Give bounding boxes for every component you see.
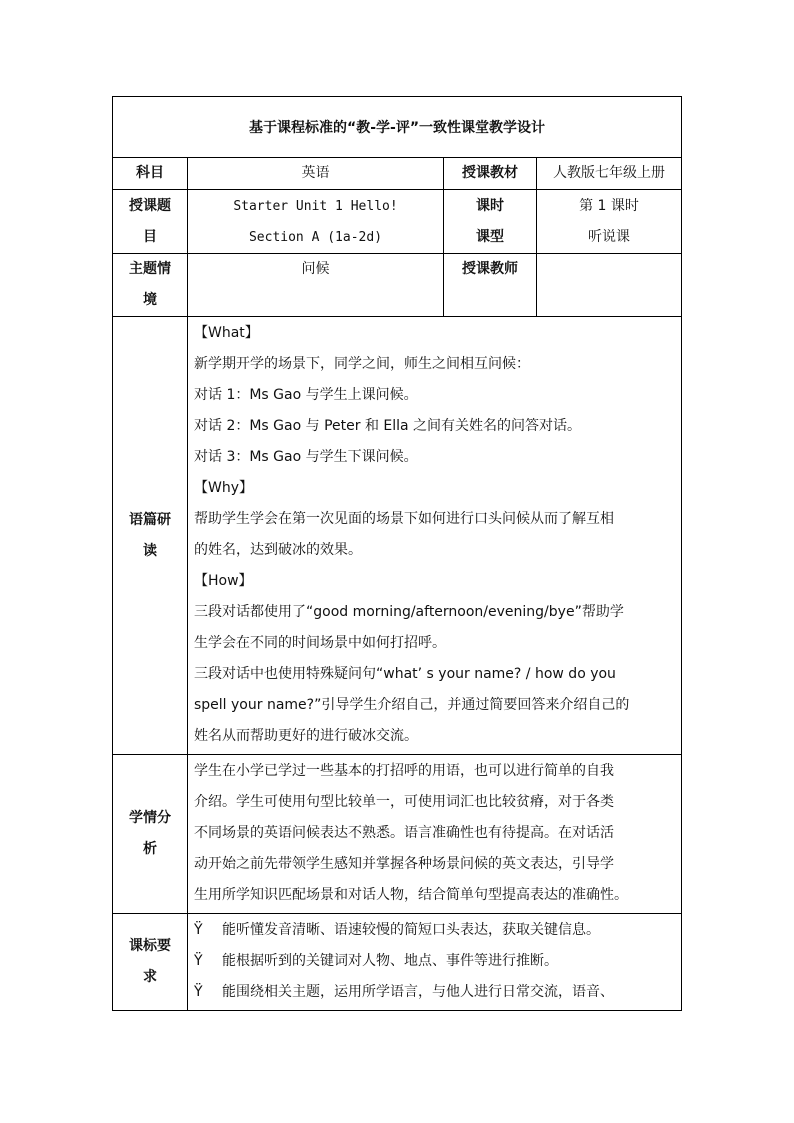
standards-content: [188, 914, 682, 1011]
topic-row: [113, 190, 682, 254]
how-line-3: 三段对话中也使用特殊疑问句“what’ s your name? / how do you: [194, 666, 616, 682]
learner-line-2: 介绍。学生可使用句型比较单一，可使用词汇也比较贫瘠，对于各类: [194, 794, 614, 810]
standard-item: [194, 946, 675, 977]
standards-label-line1: 课标要: [129, 938, 171, 954]
theme-row: [113, 254, 682, 317]
topic-value: [188, 190, 444, 254]
bullet-icon: Ÿ: [194, 984, 203, 1000]
standard-item: [194, 915, 675, 946]
what-heading: 【What】: [194, 325, 259, 341]
theme-label-line1: 主题情: [129, 261, 171, 277]
learner-line-3: 不同场景的英语问候表达不熟悉。语言准确性也有待提高。在对话活: [194, 825, 614, 841]
textbook-label: 授课教材: [444, 158, 537, 190]
why-line-2: 的姓名，达到破冰的效果。: [194, 542, 362, 558]
teacher-value: [537, 254, 682, 317]
standard-item-text: 能根据听到的关键词对人物、地点、事件等进行推断。: [222, 953, 558, 969]
dialog-2: 对话 2：Ms Gao 与 Peter 和 Ella 之间有关姓名的问答对话。: [194, 418, 582, 434]
standard-item-text: 能围绕相关主题，运用所学语言，与他人进行日常交流，语音、: [222, 984, 614, 1000]
standards-label: [113, 914, 188, 1011]
standards-row: [113, 914, 682, 1011]
learner-line-4: 动开始之前先带领学生感知并掌握各种场景问候的英文表达，引导学: [194, 856, 614, 872]
document-title: 基于课程标准的“教-学-评”一致性课堂教学设计: [113, 97, 682, 158]
learner-analysis-row: [113, 755, 682, 914]
period-label-line1: 课时: [476, 197, 504, 214]
period-label: [444, 190, 537, 254]
text-analysis-label: [113, 317, 188, 755]
learner-analysis-content: [188, 755, 682, 914]
standards-label-line2: 求: [143, 969, 157, 985]
learner-line-1: 学生在小学已学过一些基本的打招呼的用语，也可以进行简单的自我: [194, 763, 614, 779]
topic-label-line2: 目: [143, 228, 157, 245]
standard-item: [194, 977, 675, 1008]
why-heading: 【Why】: [194, 480, 254, 496]
text-analysis-label-line2: 读: [143, 542, 157, 559]
topic-label: [113, 190, 188, 254]
how-line-1: 三段对话都使用了“good morning/afternoon/evening/bye”帮助学: [194, 604, 624, 620]
text-analysis-row: [113, 317, 682, 755]
subject-value: 英语: [188, 158, 444, 190]
how-line-4: spell your name?”引导学生介绍自己，并通过简要回答来介绍自己的: [194, 697, 630, 713]
standard-item-text: 能听懂发音清晰、语速较慢的简短口头表达，获取关键信息。: [222, 922, 600, 938]
theme-label-line2: 境: [143, 292, 157, 308]
subject-row: [113, 158, 682, 190]
learner-line-5: 生用所学知识匹配场景和对话人物，结合简单句型提高表达的准确性。: [194, 887, 628, 903]
theme-label: [113, 254, 188, 317]
how-heading: 【How】: [194, 573, 253, 589]
lesson-type: 听说课: [588, 228, 631, 245]
lesson-plan-table: [112, 96, 682, 1011]
how-line-5: 姓名从而帮助更好的进行破冰交流。: [194, 728, 418, 744]
theme-value: 问候: [188, 254, 444, 317]
learner-analysis-label-line1: 学情分: [129, 810, 171, 826]
topic-label-line1: 授课题: [129, 197, 171, 214]
dialog-3: 对话 3：Ms Gao 与学生下课问候。: [194, 449, 418, 465]
bullet-icon: Ÿ: [194, 953, 203, 969]
how-line-2: 生学会在不同的时间场景中如何打招呼。: [194, 635, 446, 651]
period-number: 第 1 课时: [579, 197, 639, 214]
dialog-1: 对话 1：Ms Gao 与学生上课问候。: [194, 387, 418, 403]
text-analysis-content: [188, 317, 682, 755]
topic-line1: Starter Unit 1 Hello!: [233, 198, 398, 214]
why-line-1: 帮助学生学会在第一次见面的场景下如何进行口头问候从而了解互相: [194, 511, 614, 527]
period-value: [537, 190, 682, 254]
text-analysis-label-line1: 语篇研: [129, 511, 171, 528]
textbook-value: 人教版七年级上册: [537, 158, 682, 190]
learner-analysis-label: [113, 755, 188, 914]
bullet-icon: Ÿ: [194, 922, 203, 938]
period-label-line2: 课型: [476, 228, 504, 245]
learner-analysis-label-line2: 析: [143, 841, 157, 857]
topic-line2: Section A (1a-2d): [248, 229, 383, 245]
what-intro: 新学期开学的场景下，同学之间，师生之间相互问候：: [194, 356, 530, 372]
title-row: [113, 97, 682, 158]
subject-label: 科目: [113, 158, 188, 190]
teacher-label: 授课教师: [444, 254, 537, 317]
